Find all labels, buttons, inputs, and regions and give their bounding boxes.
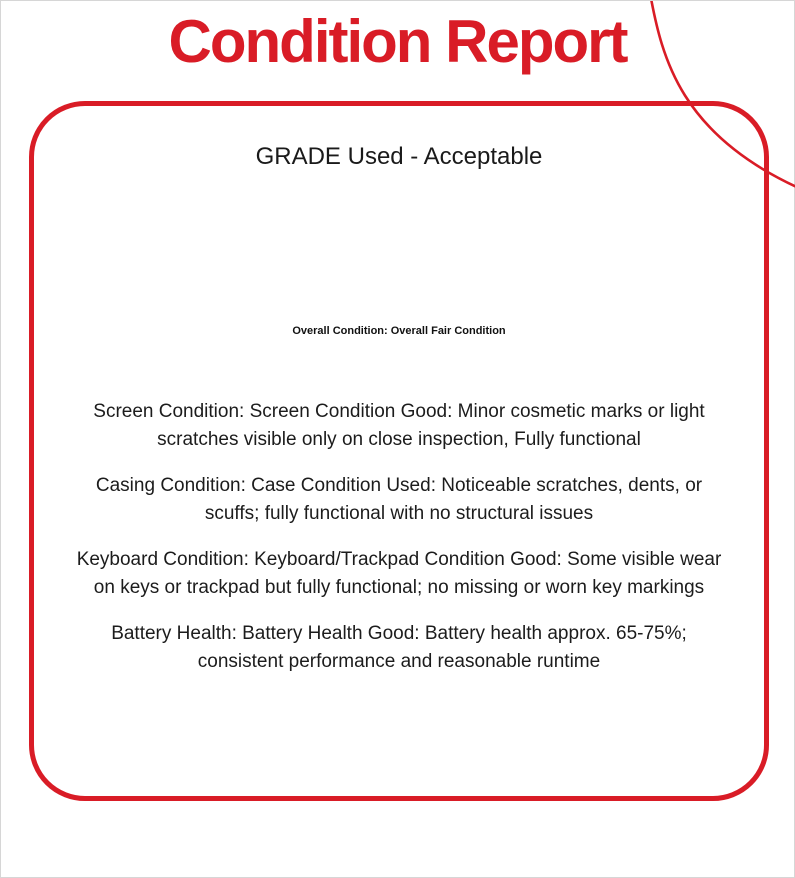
overall-condition-text: Overall Condition: Overall Fair Condition (292, 325, 506, 337)
condition-sections (34, 398, 764, 676)
page-title: Condition Report (168, 8, 627, 75)
section-keyboard-condition: Keyboard Condition: Keyboard/Trackpad Condition Good: Some visible wear on keys or trackpad but fully functional; no missing or worn key markings (76, 549, 722, 598)
section-battery-health: Battery Health: Battery Health Good: Battery health approx. 65-75%; consistent performance and reasonable runtime (111, 623, 687, 672)
condition-report-box (29, 101, 769, 801)
grade-heading: GRADE Used - Acceptable (255, 143, 543, 170)
section-screen-condition: Screen Condition: Screen Condition Good: Minor cosmetic marks or light scratches visible only on close inspection, Fully functional (93, 401, 705, 450)
section-casing-condition: Casing Condition: Case Condition Used: Noticeable scratches, dents, or scuffs; fully functional with no structural issues (95, 475, 703, 524)
